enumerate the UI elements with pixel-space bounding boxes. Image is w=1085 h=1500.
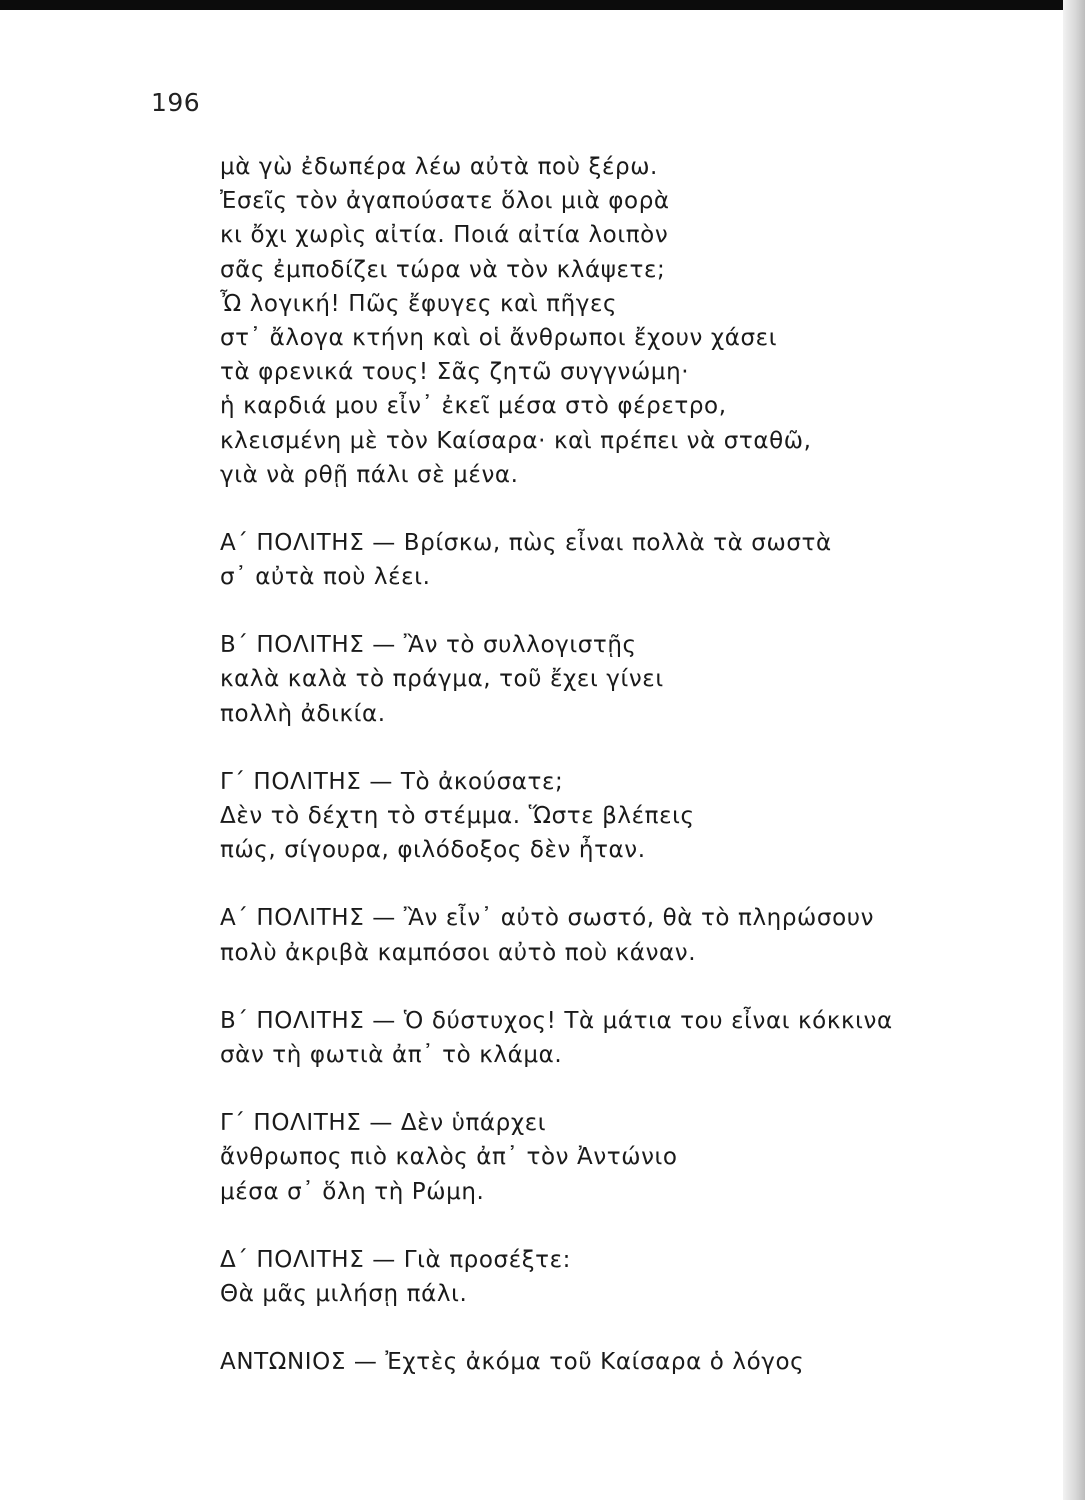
- stanza-gap: [220, 1311, 1000, 1345]
- verse-line: ἡ καρδιά μου εἶν᾽ ἐκεῖ μέσα στὸ φέρετρο,: [220, 393, 727, 420]
- dialogue-line: ἄνθρωπος πιὸ καλὸς ἀπ᾽ τὸν Ἀντώνιο: [220, 1144, 678, 1171]
- verse-line: Ἐσεῖς τὸν ἀγαπούσατε ὅλοι μιὰ φορὰ: [220, 188, 670, 215]
- dialogue-line: Β΄ ΠΟΛΙΤΗΣ — Ὁ δύστυχος! Τὰ μάτια του εἶναι κόκκινα: [220, 1007, 893, 1034]
- stanza-gap: [220, 1072, 1000, 1106]
- scan-right-edge: [1063, 0, 1085, 1500]
- dialogue-line: Α΄ ΠΟΛΙΤΗΣ — Βρίσκω, πὼς εἶναι πολλὰ τὰ σωστὰ: [220, 529, 832, 556]
- stanza-gap: [220, 1209, 1000, 1243]
- stanza-gap: [220, 594, 1000, 628]
- verse-line: Ὦ λογική! Πῶς ἔφυγες καὶ πῆγες: [220, 290, 618, 317]
- dialogue-line: μέσα σ᾽ ὅλη τὴ Ρώμη.: [220, 1178, 485, 1205]
- verse-line: κι ὄχι χωρὶς αἰτία. Ποιά αἰτία λοιπὸν: [220, 222, 669, 249]
- dialogue-line: πολλὴ ἀδικία.: [220, 700, 386, 727]
- dialogue-line: πολὺ ἀκριβὰ καμπόσοι αὐτὸ ποὺ κάναν.: [220, 939, 697, 966]
- dialogue-line: Β΄ ΠΟΛΙΤΗΣ — Ἂν τὸ συλλογιστῇς: [220, 632, 637, 659]
- dialogue-line: καλὰ καλὰ τὸ πράγμα, τοῦ ἔχει γίνει: [220, 666, 664, 693]
- verse-line: γιὰ νὰ ρθῇ πάλι σὲ μένα.: [220, 461, 519, 488]
- dialogue-line: σ᾽ αὐτὰ ποὺ λέει.: [220, 564, 431, 591]
- verse-text: [220, 150, 1000, 1379]
- verse-line: τὰ φρενικά τους! Σᾶς ζητῶ συγγνώμη·: [220, 359, 690, 386]
- dialogue-line: Α΄ ΠΟΛΙΤΗΣ — Ἂν εἶν᾽ αὐτὸ σωστό, θὰ τὸ πληρώσουν: [220, 905, 875, 932]
- stanza-gap: [220, 970, 1000, 1004]
- verse-line: κλεισμένη μὲ τὸν Καίσαρα· καὶ πρέπει νὰ σταθῶ,: [220, 427, 812, 454]
- dialogue-line: σὰν τὴ φωτιὰ ἀπ᾽ τὸ κλάμα.: [220, 1041, 563, 1068]
- scan-top-edge: [0, 0, 1085, 10]
- stanza-gap: [220, 867, 1000, 901]
- dialogue-line: πώς, σίγουρα, φιλόδοξος δὲν ἦταν.: [220, 837, 646, 864]
- dialogue-line: Γ΄ ΠΟΛΙΤΗΣ — Δὲν ὑπάρχει: [220, 1110, 547, 1137]
- stanza-gap: [220, 492, 1000, 526]
- dialogue-line: Δ΄ ΠΟΛΙΤΗΣ — Γιὰ προσέξτε:: [220, 1246, 572, 1273]
- dialogue-line: Γ΄ ΠΟΛΙΤΗΣ — Τὸ ἀκούσατε;: [220, 768, 564, 795]
- verse-line: σᾶς ἐμποδίζει τώρα νὰ τὸν κλάψετε;: [220, 256, 666, 283]
- verse-line: στ᾽ ἄλογα κτήνη καὶ οἱ ἄνθρωποι ἔχουν χάσει: [220, 324, 778, 351]
- dialogue-line: Δὲν τὸ δέχτη τὸ στέμμα. Ὥστε βλέπεις: [220, 803, 695, 829]
- page-number: 196: [151, 88, 201, 117]
- dialogue-line: ΑΝΤΩΝΙΟΣ — Ἐχτὲς ἀκόμα τοῦ Καίσαρα ὁ λόγος: [220, 1349, 805, 1376]
- verse-line: μὰ γὼ ἐδωπέρα λέω αὐτὰ ποὺ ξέρω.: [220, 154, 658, 180]
- dialogue-line: Θὰ μᾶς μιλήσῃ πάλι.: [220, 1280, 468, 1307]
- stanza-gap: [220, 731, 1000, 765]
